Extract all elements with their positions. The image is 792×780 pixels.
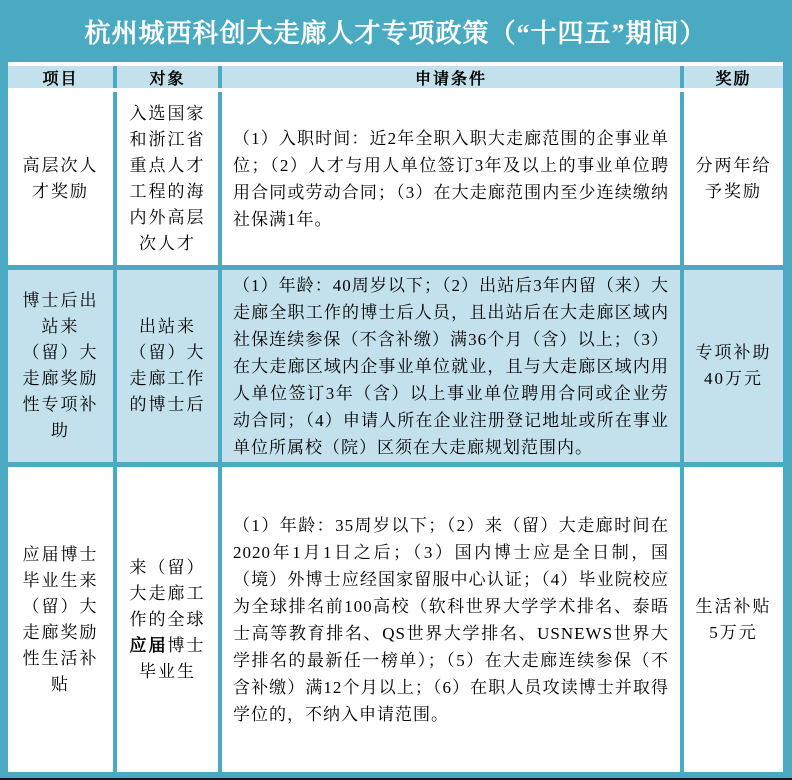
page-title: 杭州城西科创大走廊人才专项政策（“十四五”期间） [84, 18, 707, 48]
row3-conditions-text: （1）年龄：35周岁以下；（2）来（留）大走廊时间在2020年1月1日之后；（3）国内博士应是全日制，国（境）外博士应经国家留服中心认证；（4）毕业院校应为全球排名前100高校（软科世界大学学术排名、泰晤士高等教育排名、QS世界大学排名、USNEWS世界大学排名的最新任一榜单）；（5）在大走廊连续参保（不含补缴）满12个月以上；（6）在职人员攻读博士并取得学位的，不纳入申请范围。 [233, 515, 669, 724]
row1-reward-cell: 分两年给予奖励 [684, 92, 783, 265]
row3-conditions-cell [222, 467, 680, 772]
row3-target-text: 来（留）大走廊工作的全球应届博士毕业生 [129, 557, 206, 681]
row2-conditions-cell [222, 270, 680, 462]
row2-conditions-text: （1）年龄：40周岁以下；（2）出站后3年内留（来）大走廊全职工作的博士后人员，且出站后在大走廊区域内社保连续参保（不含补缴）满36个月（含）以上；（3）在大走廊区域内企事业单位就业，且与大走廊区域内用人单位签订3年（含）以上事业单位聘用合同或企业劳动合同；（4）申请人所在企业注册登记地址或所在事业单位所属校（院）区须在大走廊规划范围内。 [233, 275, 669, 457]
row1-conditions-text: （1）入职时间：近2年全职入职大走廊范围的企事业单位；（2）人才与用人单位签订3年及以上的事业单位聘用合同或劳动合同；（3）在大走廊范围内至少连续缴纳社保满1年。 [233, 128, 669, 229]
row3-target-bold: 应届 [129, 635, 168, 655]
row2-reward-cell: 专项补助40万元 [684, 270, 783, 462]
row3-project-cell: 应届博士毕业生来（留）大走廊奖励性生活补贴 [8, 467, 113, 772]
row3-target-cell [117, 467, 218, 772]
table-body [8, 92, 783, 772]
header-cell-target: 对象 [117, 66, 218, 88]
row2-project-cell: 博士后出站来（留）大走廊奖励性专项补助 [8, 270, 113, 462]
table-header-row [8, 62, 783, 92]
header-cell-conditions: 申请条件 [222, 66, 680, 88]
row1-conditions-cell [222, 92, 680, 265]
row2-target-cell: 出站来（留）大走廊工作的博士后 [117, 270, 218, 462]
row1-project-cell: 高层次人才奖励 [8, 92, 113, 265]
row1-target-cell: 入选国家和浙江省重点人才工程的海内外高层次人才 [117, 92, 218, 265]
header-cell-reward: 奖励 [684, 66, 783, 88]
header-cell-project: 项目 [8, 66, 113, 88]
row3-reward-cell: 生活补贴5万元 [684, 467, 783, 772]
